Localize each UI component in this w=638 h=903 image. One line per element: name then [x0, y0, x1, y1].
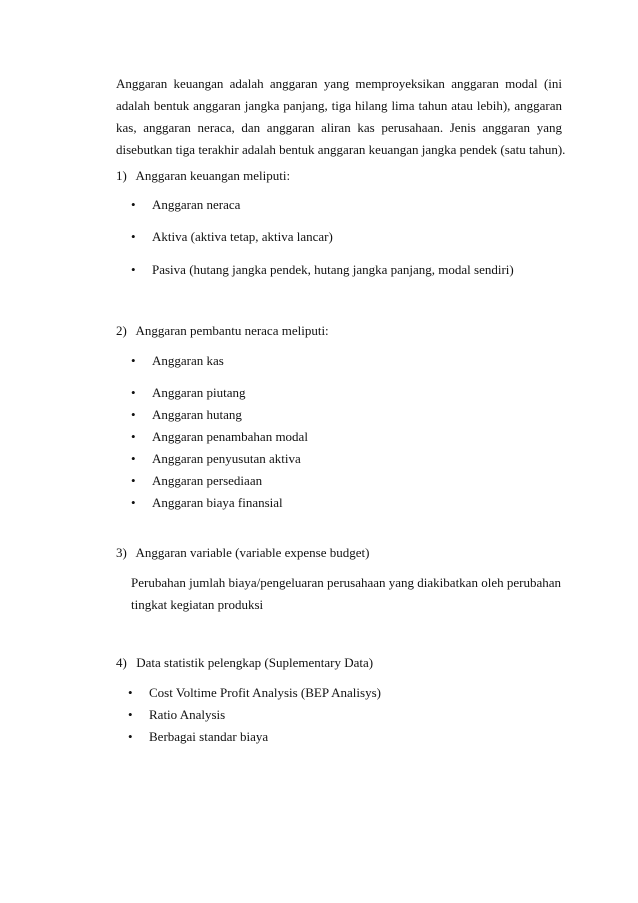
section-title: Anggaran variable (variable expense budget) [135, 545, 370, 560]
bullet-icon: • [131, 229, 136, 244]
list-item-text: Anggaran biaya finansial [152, 495, 283, 510]
list-item-text: Anggaran piutang [152, 385, 246, 400]
paragraph-line: Perubahan jumlah biaya/pengeluaran perusahaan yang diakibatkan oleh perubahan [131, 575, 561, 590]
section-title: Anggaran keuangan meliputi: [135, 168, 291, 183]
section-heading-2 [116, 323, 329, 339]
bullet-icon: • [128, 729, 133, 744]
list-item-text: Anggaran kas [152, 353, 224, 368]
list-item-text: Anggaran neraca [152, 197, 241, 212]
list-item-text: Anggaran hutang [152, 407, 242, 422]
section-number: 2) [116, 323, 127, 338]
section-paragraph [131, 572, 561, 616]
bullet-icon: • [131, 197, 136, 212]
intro-paragraph [116, 73, 566, 161]
section-number: 4) [116, 655, 127, 670]
list-item-text: Berbagai standar biaya [149, 729, 269, 744]
section-title: Anggaran pembantu neraca meliputi: [135, 323, 329, 338]
intro-line: Anggaran keuangan adalah anggaran yang memproyeksikan anggaran modal (ini [116, 76, 562, 91]
bullet-icon: • [131, 407, 136, 422]
list-item-text: Anggaran penyusutan aktiva [152, 451, 301, 466]
intro-line: disebutkan tiga terakhir adalah bentuk anggaran keuangan jangka pendek (satu tahun). [116, 142, 566, 157]
bullet-icon: • [131, 262, 136, 277]
bullet-icon: • [128, 707, 133, 722]
list-item-text: Anggaran penambahan modal [152, 429, 308, 444]
bullet-icon: • [131, 385, 136, 400]
bullet-icon: • [131, 429, 136, 444]
section-heading-1 [116, 168, 290, 184]
intro-line: adalah bentuk anggaran jangka panjang, tiga hilang lima tahun atau lebih), anggaran [116, 98, 562, 113]
list-item-text: Ratio Analysis [149, 707, 226, 722]
list-item-text: Pasiva (hutang jangka pendek, hutang jangka panjang, modal sendiri) [152, 262, 514, 277]
bullet-icon: • [131, 451, 136, 466]
section-number: 3) [116, 545, 127, 560]
list-item-text: Aktiva (aktiva tetap, aktiva lancar) [152, 229, 333, 244]
bullet-icon: • [128, 685, 133, 700]
intro-line: kas, anggaran neraca, dan anggaran aliran kas perusahaan. Jenis anggaran yang [116, 120, 562, 135]
bullet-icon: • [131, 495, 136, 510]
list-item-text: Cost Voltime Profit Analysis (BEP Analisys) [149, 685, 381, 700]
section-number: 1) [116, 168, 127, 183]
section-title: Data statistik pelengkap (Suplementary Data) [136, 655, 374, 670]
list-item-text: Anggaran persediaan [152, 473, 263, 488]
bullet-icon: • [131, 473, 136, 488]
section-heading-4 [116, 655, 373, 671]
bullet-icon: • [131, 353, 136, 368]
section-heading-3 [116, 545, 369, 561]
paragraph-line: tingkat kegiatan produksi [131, 597, 264, 612]
